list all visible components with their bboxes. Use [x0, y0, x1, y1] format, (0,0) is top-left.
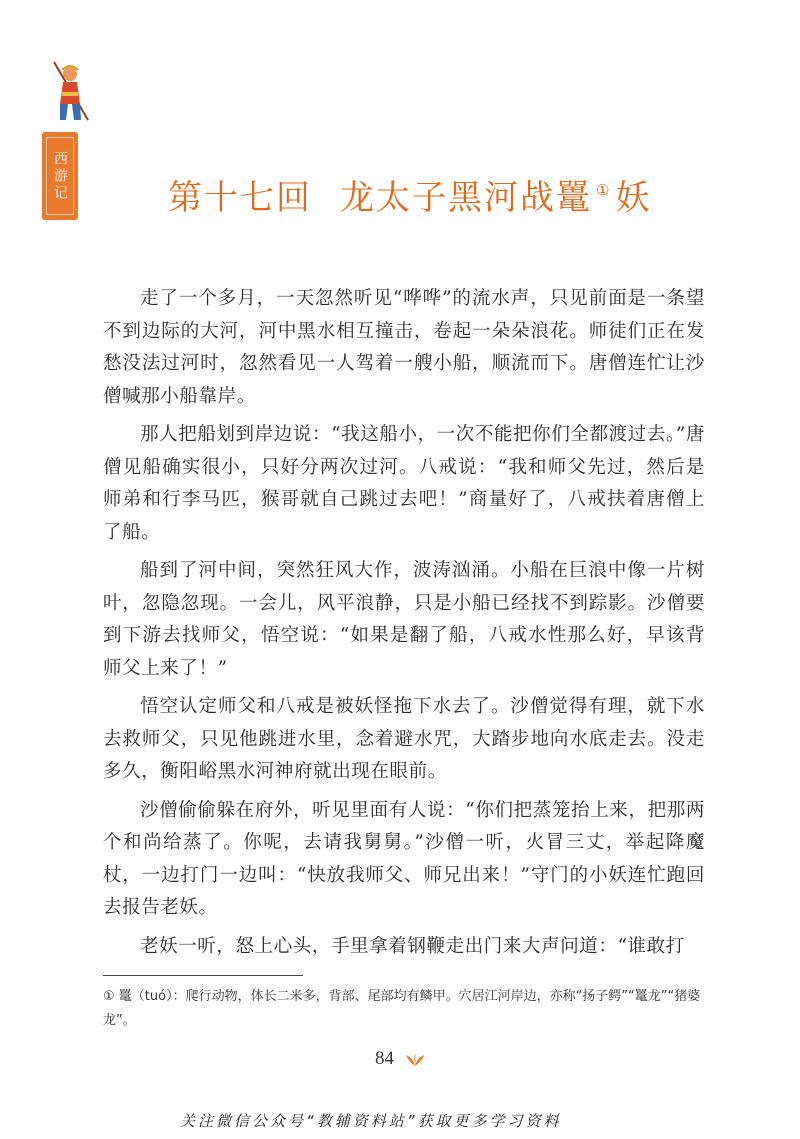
paragraph: 悟空认定师父和八戒是被妖怪拖下水去了。沙僧觉得有理，就下水去救师父，只见他跳进水里，念着避水咒，大踏步地向水底走去。没走多久，衡阳峪黑水河神府就出现在眼前。	[103, 696, 705, 782]
paragraph: 那人把船划到岸边说：“我这船小，一次不能把你们全都渡过去。”唐僧见船确实很小，只好分两次过河。八戒说：“我和师父先过，然后是师弟和行李马匹，猴哥就自己跳过去吧！”商量好了，八戒扶着唐僧上了船。	[103, 424, 705, 543]
paragraph: 船到了河中间，突然狂风大作，波涛汹涌。小船在巨浪中像一片树叶，忽隐忽现。一会儿，风平浪静，只是小船已经找不到踪影。沙僧要到下游去找师父，悟空说：“如果是翻了船，八戒水性那么好，早该背师父上来了！”	[103, 560, 705, 679]
chapter-title	[168, 170, 688, 219]
footnote-divider	[103, 975, 303, 976]
book-title-label: 西游记	[46, 137, 74, 215]
footnote: ① 鼍（tuó）：爬行动物，体长二米多，背部、尾部均有鳞甲。穴居江河岸边，亦称“扬子鳄”“鼍龙”“猪婆龙”。	[103, 989, 701, 1028]
chapter-title-end: 妖	[615, 178, 652, 218]
watermark-text: 关注微信公众号“教辅资料站”获取更多学习资料	[180, 1112, 562, 1130]
chapter-number: 第十七回	[168, 178, 312, 218]
chapter-body	[103, 283, 705, 969]
footnote-marker[interactable]: ①	[596, 181, 612, 199]
paragraph: 老妖一听，怒上心头，手里拿着钢鞭走出门来大声问道：“谁敢打	[140, 935, 685, 957]
paragraph: 沙僧偷偷躲在府外，听见里面有人说：“你们把蒸笼抬上来，把那两个和尚给蒸了。你呢，去请我舅舅。”沙僧一听，火冒三丈，举起降魔杖，一边打门一边叫：“快放我师父、师兄出来！”守门的小妖连忙跑回去报告老妖。	[103, 799, 705, 918]
page-number: 84	[375, 1048, 394, 1069]
monkey-king-illustration	[48, 58, 94, 130]
paragraph: 走了一个多月，一天忽然听见“哗哗”的流水声，只见前面是一条望不到边际的大河，河中黑水相互撞击，卷起一朵朵浪花。师徒们正在发愁没法过河时，忽然看见一人驾着一艘小船，顺流而下。唐僧连忙让沙僧喊那小船靠岸。	[103, 288, 705, 407]
chapter-title-text: 龙太子黑河战鼍	[340, 178, 592, 218]
leaf-ornament-icon	[404, 1053, 426, 1067]
book-title-tab	[42, 132, 78, 220]
